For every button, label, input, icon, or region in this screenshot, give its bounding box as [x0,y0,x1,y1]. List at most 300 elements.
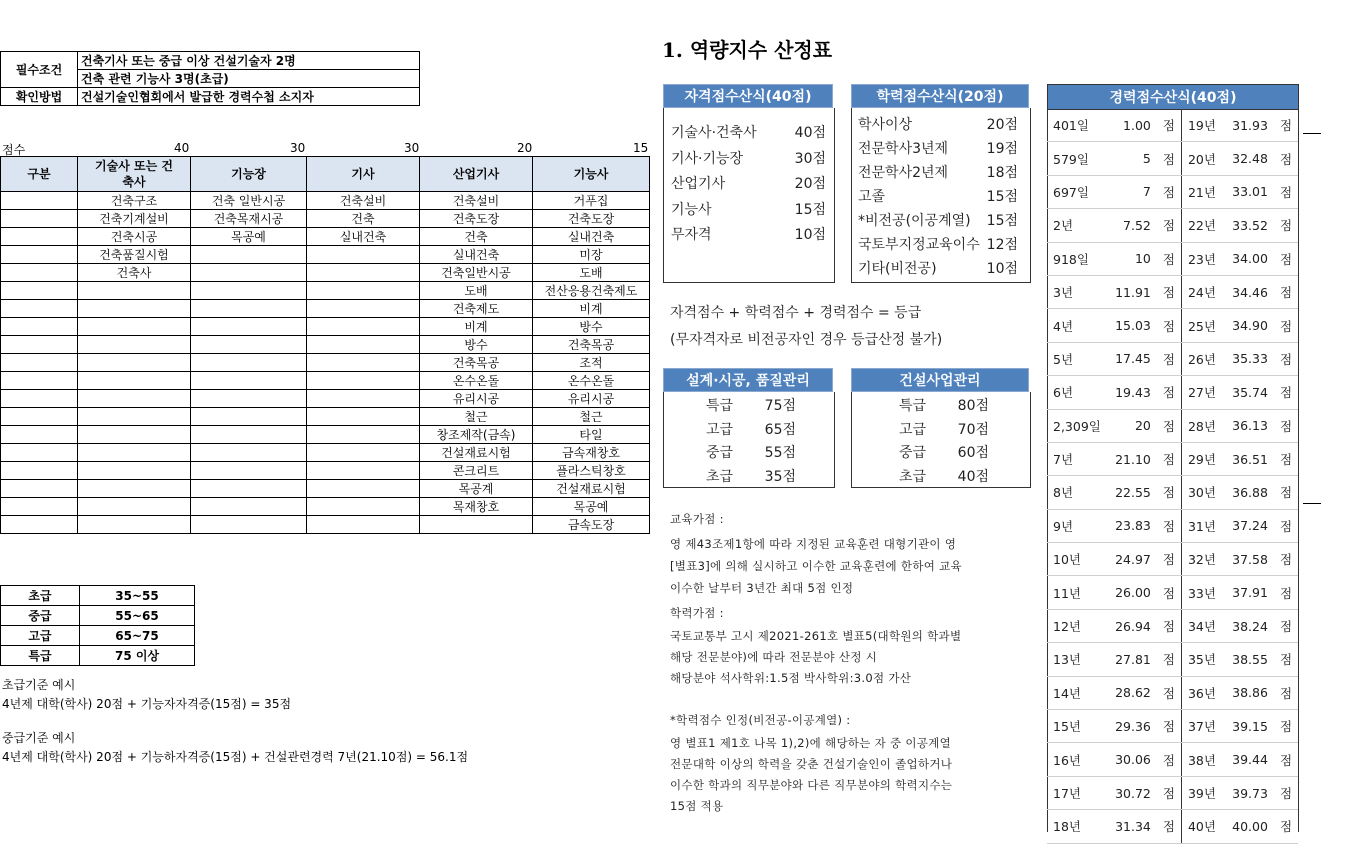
table-cell [1,336,78,354]
career-score: 27.81 [1107,643,1157,676]
career-score: 11.91 [1107,275,1157,308]
table-cell: 유리시공 [420,390,533,408]
edu-item-score: 15점 [986,189,1018,205]
career-score: 7 [1107,175,1157,208]
score-value: 15 [633,141,649,155]
requirements-row [1,88,420,106]
grade-range: 65~75 [80,626,195,646]
career-score: 38.55 [1222,643,1274,676]
table-cell [78,372,191,390]
edu-item-score: 10점 [986,261,1018,277]
career-period: 24년 [1181,275,1221,308]
table-row [1,354,650,372]
grade-range: 55~65 [80,606,195,626]
design-item [706,395,796,415]
grade-name: 고급 [1,626,80,646]
table-cell [191,408,307,426]
career-unit: 점 [1157,376,1182,409]
table-cell: 창조제작(금속) [420,426,533,444]
table-cell [78,426,191,444]
table-cell [1,462,78,480]
table-row [1,498,650,516]
table-cell [1,246,78,264]
edu-item-score: 12점 [986,237,1018,253]
career-period: 12년 [1047,609,1107,642]
career-unit: 점 [1157,609,1182,642]
business-item-score: 60점 [957,445,989,461]
career-row [1047,442,1298,475]
career-unit: 점 [1157,643,1182,676]
career-unit: 점 [1274,342,1298,375]
career-period: 22년 [1181,209,1221,242]
career-period: 3년 [1047,275,1107,308]
grade-range: 35~55 [80,586,195,606]
table-cell: 건축 [420,228,533,246]
table-cell: 전산응용건축제도 [533,282,650,300]
career-score: 19.43 [1107,376,1157,409]
career-score: 35.74 [1222,376,1274,409]
career-score: 33.52 [1222,209,1274,242]
career-unit: 점 [1274,776,1298,809]
career-period: 32년 [1181,543,1221,576]
note-line: 이수한 학과의 직무분야와 다른 직무분야의 학력지수는 [670,778,953,792]
qual-header: 자격점수산식(40점) [663,84,833,108]
career-row [1047,710,1298,743]
table-cell: 비계 [533,300,650,318]
edu-item-label: 기타(비전공) [858,261,937,277]
table-cell: 목공계 [420,480,533,498]
table-cell: 건축품질시험 [78,246,191,264]
career-score: 39.44 [1222,743,1274,776]
career-row [1047,643,1298,676]
table-cell: 건설재료시험 [533,480,650,498]
edu-item-score: 18점 [986,165,1018,181]
business-item-grade: 특급 [899,398,927,414]
career-unit: 점 [1274,409,1298,442]
career-period: 21년 [1181,175,1221,208]
table-cell [191,390,307,408]
career-score: 34.90 [1222,309,1274,342]
table-row [1,264,650,282]
career-score: 34.00 [1222,242,1274,275]
career-unit: 점 [1274,810,1298,843]
career-score: 10 [1107,242,1157,275]
qual-item-score: 10점 [794,227,826,243]
requirements-key: 필수조건 [1,52,78,88]
edu-item [858,210,1018,230]
career-period: 39년 [1181,776,1221,809]
table-cell [1,480,78,498]
career-score: 23.83 [1107,509,1157,542]
career-row [1047,209,1298,242]
design-item-grade: 특급 [706,398,734,414]
edu-item-label: 학사이상 [858,117,913,133]
table-cell [1,498,78,516]
table-cell: 건축일반시공 [420,264,533,282]
career-score: 21.10 [1107,442,1157,475]
career-period: 18년 [1047,810,1107,843]
career-unit: 점 [1157,710,1182,743]
design-item-grade: 고급 [706,421,734,438]
design-item [706,419,796,439]
career-unit: 점 [1157,342,1182,375]
qual-item-score: 20점 [794,176,826,192]
career-row [1047,109,1298,142]
table-cell: 도배 [420,282,533,300]
edu-item-score: 19점 [986,141,1018,157]
table-cell: 실내건축 [533,228,650,246]
table-cell [1,264,78,282]
note-line: 해당분야 석사학위:1.5점 박사학위:3.0점 가산 [670,671,912,685]
table-cell: 플라스틱창호 [533,462,650,480]
table-cell [307,336,420,354]
career-score: 37.58 [1222,543,1274,576]
requirements-value: 건축 관련 기능사 3명(초급) [78,70,420,88]
career-unit: 점 [1274,643,1298,676]
table-cell: 금속도장 [533,516,650,534]
table-cell: 건축목재시공 [191,210,307,228]
example-2-title: 중급기준 예시 [2,731,76,745]
edu-item [858,234,1018,254]
table-cell [420,516,533,534]
table-row [1,426,650,444]
table-cell [191,372,307,390]
edu-item-label: 국토부지정교육이수 [858,237,980,253]
career-period: 37년 [1181,710,1221,743]
career-period: 9년 [1047,509,1107,542]
career-score: 20 [1107,409,1157,442]
table-cell: 비계 [420,318,533,336]
table-cell [307,300,420,318]
edu-bonus-text [670,533,962,599]
business-item-score: 40점 [957,468,989,485]
note-line: 영 제43조제1항에 따라 지정된 교육훈련 대형기관이 영 [670,537,957,551]
table-cell [1,372,78,390]
table-cell: 금속재창호 [533,444,650,462]
table-cell [78,300,191,318]
career-unit: 점 [1157,242,1182,275]
requirements-value: 건설기술인협회에서 발급한 경력수첩 소지자 [78,88,420,106]
career-score: 30.72 [1107,776,1157,809]
business-item-grade: 고급 [899,421,927,438]
note-line: 영 별표1 제1호 나목 1),2)에 해당하는 자 중 이공계열 [670,736,951,750]
career-unit: 점 [1274,275,1298,308]
career-period: 27년 [1181,376,1221,409]
table-cell [191,480,307,498]
table-cell [307,408,420,426]
career-unit: 점 [1157,543,1182,576]
table-cell [1,210,78,228]
career-unit: 점 [1157,275,1182,308]
career-row [1047,342,1298,375]
table-cell [307,246,420,264]
design-item-grade: 초급 [706,468,734,485]
career-unit: 점 [1274,710,1298,743]
table-cell [1,192,78,210]
table-cell: 건축제도 [420,300,533,318]
business-header: 건설사업관리 [851,368,1029,392]
career-unit: 점 [1274,442,1298,475]
career-period: 4년 [1047,309,1107,342]
career-unit: 점 [1274,376,1298,409]
table-cell: 유리시공 [533,390,650,408]
table-row [1,408,650,426]
table-row [1,318,650,336]
table-row [1,210,650,228]
table-cell [191,498,307,516]
grade-range: 75 이상 [80,646,195,666]
table-row [1,336,650,354]
career-score: 38.24 [1222,609,1274,642]
qual-item-score: 40점 [794,125,826,141]
career-score: 29.36 [1107,710,1157,743]
edu-header: 학력점수산식(20점) [851,84,1029,108]
score-label: 점수 [2,143,26,157]
business-item-grade: 중급 [899,445,927,461]
grade-name: 초급 [1,586,80,606]
edu-bonus-title: 교육가점 : [670,512,724,526]
table-cell [1,318,78,336]
table-cell: 타일 [533,426,650,444]
table-row [1,246,650,264]
page-title: 1. 역량지수 산정표 [662,38,833,62]
career-score: 26.00 [1107,576,1157,609]
note-line: 해당 전문분야)에 따라 전문분야 산정 시 [670,650,878,664]
career-unit: 점 [1157,743,1182,776]
design-item-score: 55점 [764,445,796,461]
table-cell: 건설재료시험 [420,444,533,462]
career-period: 11년 [1047,576,1107,609]
table-cell [1,408,78,426]
career-row [1047,376,1298,409]
career-period: 19년 [1181,109,1221,142]
career-table [1047,109,1298,844]
career-unit: 점 [1274,109,1298,142]
career-row [1047,509,1298,542]
career-unit: 점 [1274,609,1298,642]
career-score: 36.13 [1222,409,1274,442]
career-score: 28.62 [1107,676,1157,709]
table-cell [307,480,420,498]
table-row [1,444,650,462]
career-score: 34.46 [1222,275,1274,308]
career-period: 38년 [1181,743,1221,776]
score-row [0,141,650,155]
career-score: 39.73 [1222,776,1274,809]
business-item [899,466,989,486]
business-item [899,395,989,415]
career-unit: 점 [1157,409,1182,442]
table-cell [1,228,78,246]
divider-line [1303,503,1321,504]
career-period: 2,309일 [1047,409,1107,442]
career-unit: 점 [1157,175,1182,208]
table-cell: 건축 [307,210,420,228]
career-period: 35년 [1181,643,1221,676]
table-row [1,282,650,300]
career-score: 22.55 [1107,476,1157,509]
edu-item-score: 20점 [986,117,1018,133]
career-score: 35.33 [1222,342,1274,375]
career-unit: 점 [1157,309,1182,342]
edu-item-label: *비전공(이공계열) [858,213,971,229]
career-row [1047,743,1298,776]
table-cell: 건축기계설비 [78,210,191,228]
career-period: 5년 [1047,342,1107,375]
column-header [78,157,191,192]
requirements-value: 건축기사 또는 중급 이상 건설기술자 2명 [78,52,420,70]
career-period: 14년 [1047,676,1107,709]
career-period: 23년 [1181,242,1221,275]
career-score: 37.24 [1222,509,1274,542]
table-cell: 실내건축 [307,228,420,246]
table-cell: 건축도장 [533,210,650,228]
career-period: 918일 [1047,242,1107,275]
table-row [1,192,650,210]
divider-line [1303,133,1321,134]
table-row [1,516,650,534]
career-period: 697일 [1047,175,1107,208]
qual-item-score: 15점 [794,201,826,218]
qual-item [671,148,826,168]
career-unit: 점 [1157,576,1182,609]
career-period: 20년 [1181,142,1221,175]
table-cell: 건축사 [78,264,191,282]
qual-item-label: 기능사 [671,201,712,218]
career-score: 31.34 [1107,810,1157,843]
table-cell [78,480,191,498]
table-cell [307,318,420,336]
career-period: 30년 [1181,476,1221,509]
career-unit: 점 [1274,242,1298,275]
table-cell [191,282,307,300]
column-header: 기사 [307,157,420,192]
table-cell [191,444,307,462]
table-cell [1,516,78,534]
note-line: 이수한 날부터 3년간 최대 5점 인정 [670,581,854,595]
business-item-grade: 초급 [899,468,927,485]
career-score: 1.00 [1107,109,1157,142]
career-period: 2년 [1047,209,1107,242]
score-value: 30 [404,141,420,155]
table-cell: 실내건축 [420,246,533,264]
table-row [1,480,650,498]
career-period: 28년 [1181,409,1221,442]
qual-item [671,199,826,219]
qualification-table [0,156,650,534]
career-unit: 점 [1157,109,1182,142]
career-unit: 점 [1274,509,1298,542]
career-unit: 점 [1274,309,1298,342]
example-1-title: 초급기준 예시 [2,678,76,692]
note-line: [별표3]에 의해 실시하고 이수한 교육훈련에 한하여 교육 [670,559,962,573]
design-item [706,442,796,462]
table-cell [307,516,420,534]
career-unit: 점 [1274,476,1298,509]
column-header: 산업기사 [420,157,533,192]
business-item-score: 80점 [957,398,989,414]
career-period: 34년 [1181,609,1221,642]
grade-name: 특급 [1,646,80,666]
edu-item-score: 15점 [986,213,1018,229]
table-cell: 온수온돌 [420,372,533,390]
column-header-text: 기술사 또는 건축사 [95,159,173,189]
table-cell [78,390,191,408]
career-row [1047,476,1298,509]
requirements-key: 확인방법 [1,88,78,106]
design-item-score: 65점 [764,421,796,438]
career-unit: 점 [1274,543,1298,576]
table-cell [307,372,420,390]
edu-item-label: 전문학사2년제 [858,165,949,181]
grade-row [1,586,195,606]
table-cell [78,516,191,534]
table-cell [307,498,420,516]
table-cell: 목공예 [533,498,650,516]
table-cell: 건축도장 [420,210,533,228]
career-period: 40년 [1181,810,1221,843]
career-row [1047,676,1298,709]
table-cell [1,390,78,408]
career-score: 17.45 [1107,342,1157,375]
grade-row [1,626,195,646]
career-row [1047,142,1298,175]
acad-bonus-text [670,626,961,689]
career-period: 36년 [1181,676,1221,709]
requirements-row [1,52,420,70]
career-period: 33년 [1181,576,1221,609]
career-unit: 점 [1274,209,1298,242]
career-period: 13년 [1047,643,1107,676]
career-header: 경력점수산식(40점) [1047,84,1299,110]
design-item-grade: 중급 [706,445,734,461]
career-score: 26.94 [1107,609,1157,642]
career-unit: 점 [1157,509,1182,542]
career-unit: 점 [1274,676,1298,709]
table-cell [307,444,420,462]
table-cell [78,462,191,480]
edu-item [858,258,1018,278]
table-cell [191,516,307,534]
design-item-score: 35점 [764,468,796,485]
career-period: 401일 [1047,109,1107,142]
table-cell [1,354,78,372]
qual-item [671,173,826,193]
career-period: 579일 [1047,142,1107,175]
table-cell: 건축설비 [420,192,533,210]
career-period: 25년 [1181,309,1221,342]
grade-row [1,606,195,626]
career-score: 31.93 [1222,109,1274,142]
column-header: 구분 [1,157,78,192]
score-value: 20 [517,141,533,155]
career-unit: 점 [1157,209,1182,242]
table-cell [1,444,78,462]
business-item [899,442,989,462]
career-score: 24.97 [1107,543,1157,576]
table-cell [191,426,307,444]
career-row [1047,609,1298,642]
qual-item-label: 기술사·건축사 [671,125,757,141]
career-unit: 점 [1157,776,1182,809]
column-header: 기능장 [191,157,307,192]
career-period: 10년 [1047,543,1107,576]
career-unit: 점 [1157,810,1182,843]
table-cell: 방수 [533,318,650,336]
table-cell [307,390,420,408]
nonmajor-title: *학력점수 인정(비전공-이공계열) : [670,713,851,727]
edu-item-label: 전문학사3년제 [858,141,949,157]
